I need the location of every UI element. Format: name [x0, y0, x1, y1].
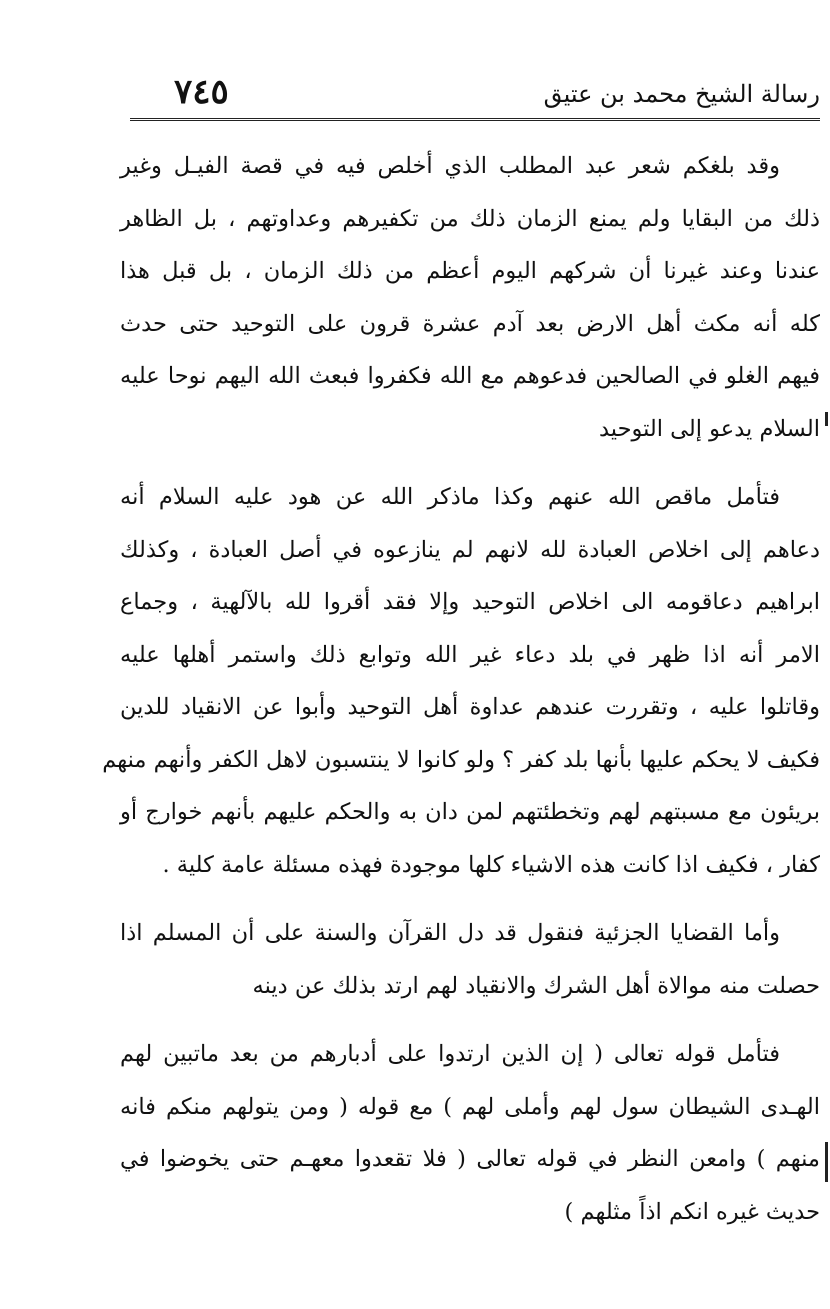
running-title: رسالة الشيخ محمد بن عتيق	[543, 80, 820, 108]
text-line: منهم ) وامعن النظر في قوله تعالى ( فلا تقعدوا معهـم حتى يخوضوا في	[120, 1146, 820, 1172]
text-line: وقد بلغكم شعر عبد المطلب الذي أخلص فيه في قصة الفيـل وغير	[120, 153, 780, 179]
text-line: فتأمل ماقص الله عنهم وكذا ماذكر الله عن هود عليه السلام أنه	[120, 484, 780, 510]
text-line: فيهم الغلو في الصالحين فدعوهم مع الله فكفروا فبعث الله اليهم نوحا عليه	[120, 363, 820, 389]
paragraph-4	[120, 1028, 820, 1238]
text-line: كفار ، فكيف اذا كانت هذه الاشياء كلها موجودة فهذه مسئلة عامة كلية .	[162, 851, 820, 878]
text-line: ابراهيم دعاقومه الى اخلاص التوحيد وإلا فقد أقروا لله بالآلهية ، وجماع	[120, 589, 820, 615]
paragraph-2	[102, 471, 820, 891]
text-line: السلام يدعو إلى التوحيد	[598, 415, 820, 442]
text-line: كله أنه مكث أهل الارض بعد آدم عشرة قرون على التوحيد حتى حدث	[120, 310, 820, 337]
scan-edge-mark	[825, 412, 828, 426]
text-line: فتأمل قوله تعالى ( إن الذين ارتدوا على أدبارهم من بعد ماتبين لهم	[120, 1041, 780, 1067]
text-line: الامر أنه اذا ظهر في بلد دعاء غير الله وتوابع ذلك واستمر أهلها عليه	[120, 641, 820, 668]
paragraph-1	[120, 140, 820, 455]
scan-edge-mark	[825, 1142, 828, 1182]
text-line: فكيف لا يحكم عليها بأنها بلد كفر ؟ ولو كانوا لا ينتسبون لاهل الكفر وأنهم منهم	[102, 746, 820, 773]
text-line: ذلك من البقايا ولم يمنع الزمان ذلك من تكفيرهم وعداوتهم ، بل الظاهر	[120, 205, 820, 232]
page-header	[130, 72, 820, 121]
text-line: بريئون مع مسبتهم لهم وتخطئتهم لمن دان به والحكم عليهم بأنهم خوارج أو	[120, 799, 820, 825]
text-line: حديث غيره انكم اذاً مثلهم )	[564, 1198, 820, 1225]
body-text	[102, 140, 820, 1254]
text-line: عندنا وعند غيرنا أن شركهم اليوم أعظم من ذلك الزمان ، بل قبل هذا	[120, 258, 820, 284]
text-line: وأما القضايا الجزئية فنقول قد دل القرآن والسنة على أن المسلم اذا	[120, 920, 780, 946]
paragraph-3	[120, 907, 820, 1012]
page-number: ٧٤٥	[174, 72, 229, 112]
text-line: الهـدى الشيطان سول لهم وأملى لهم ) مع قوله ( ومن يتولهم منكم فانه	[120, 1093, 820, 1120]
text-line: دعاهم إلى اخلاص العبادة لله لانهم لم ينازعوه في أصل العبادة ، وكذلك	[120, 536, 820, 563]
text-line: حصلت منه موالاة أهل الشرك والانقياد لهم ارتد بذلك عن دينه	[252, 972, 820, 999]
text-line: وقاتلوا عليه ، وتقررت عندهم عداوة أهل التوحيد وأبوا عن الانقياد للدين	[120, 694, 820, 720]
